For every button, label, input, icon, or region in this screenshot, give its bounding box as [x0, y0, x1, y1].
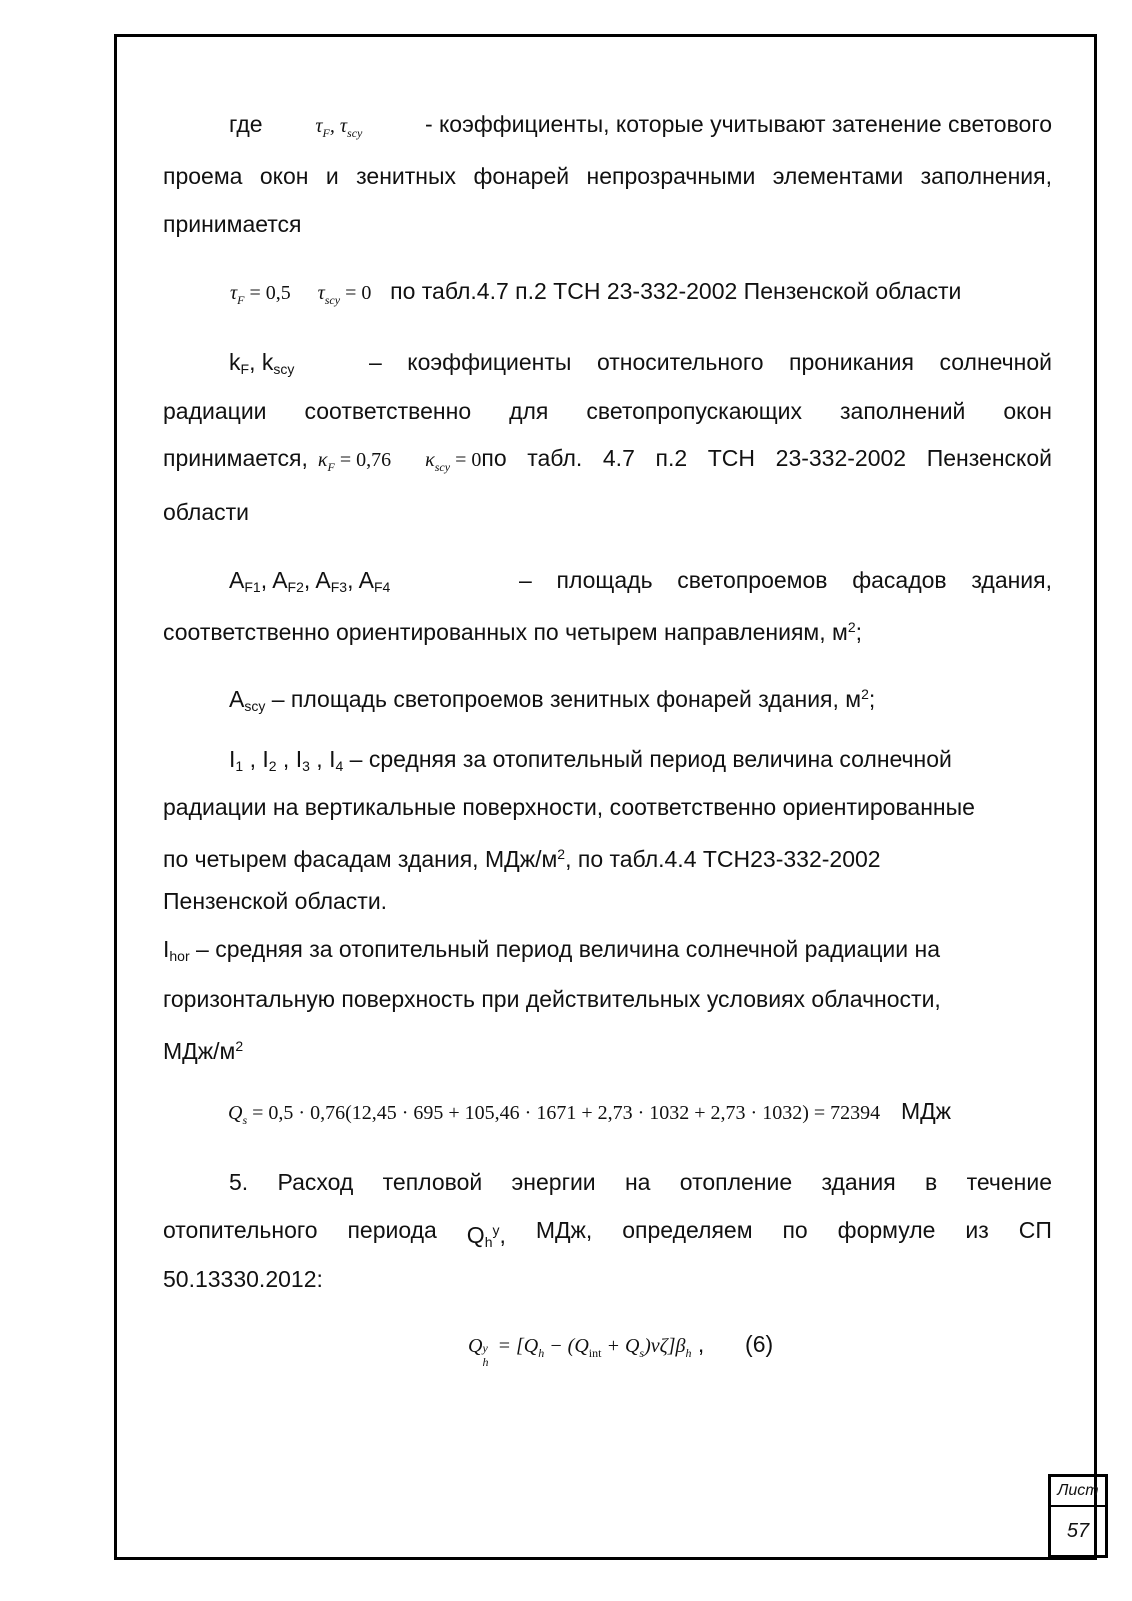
- a-f2-sub: F2: [287, 579, 304, 595]
- qhy-part-4: )νζ]β: [644, 1335, 686, 1357]
- text-line-21: [163, 1216, 1052, 1256]
- text-line-18: [163, 1032, 1052, 1065]
- line-11-end: ;: [868, 686, 876, 712]
- i2-symbol: , I: [243, 746, 269, 772]
- a-scy-symbol: A: [229, 686, 245, 712]
- qh-inline: [467, 1216, 506, 1256]
- tau-symbol: τ: [315, 115, 323, 137]
- text-line-1: [229, 110, 1052, 147]
- qhy-part-3-sub: s: [639, 1346, 645, 1360]
- text-line-10: [163, 613, 1052, 646]
- line-14-text: по четырем фасадам здания, МДж/м: [163, 846, 558, 872]
- tau-reference-text: по табл.4.7 п.2 ТСН 23-332-2002 Пензенской области: [390, 278, 962, 304]
- kappa-f-symbol: κ: [317, 449, 328, 471]
- qs-symbol: Q: [228, 1102, 243, 1124]
- a-f4-sub: F4: [373, 579, 391, 595]
- qh-sub: h: [484, 1234, 493, 1250]
- line-10-text: соответственно ориентированных по четырем направлениям, м: [163, 619, 848, 645]
- i-hor-symbol: I: [163, 936, 170, 962]
- text-line-22: 50.13330.2012:: [163, 1266, 323, 1292]
- word-iz: из: [965, 1217, 989, 1243]
- line-7-text: по табл. 4.7 п.2 ТСН 23-332-2002 Пензенской: [481, 445, 1052, 471]
- qh-symbol: Q: [466, 1222, 485, 1248]
- qhy-sub: h: [482, 1355, 489, 1369]
- i3-symbol: , I: [276, 746, 303, 772]
- sheet-label: Лист: [1051, 1477, 1105, 1507]
- kappa-f-value: = 0,76: [334, 449, 392, 471]
- tau-values-line: [230, 277, 1119, 314]
- word-po: по: [782, 1217, 808, 1243]
- qs-sub: s: [242, 1113, 248, 1127]
- qhy-part-2-sub: int: [588, 1346, 602, 1360]
- kappa-f-sub: F: [327, 460, 335, 474]
- qhy-formula: [468, 1330, 868, 1367]
- k-sub-scy: scy: [273, 361, 295, 377]
- line-10-end: ;: [855, 619, 862, 645]
- a-f1-symbol: A: [229, 567, 245, 593]
- i2-sub: 2: [268, 758, 277, 774]
- line-14-end: , по табл.4.4 ТСН23-332-2002: [565, 846, 881, 872]
- a-f3-symbol: , A: [303, 567, 331, 593]
- tau-scy-symbol: τ: [317, 282, 325, 304]
- word-formule: формуле: [837, 1217, 936, 1243]
- word-gde: где: [229, 111, 263, 137]
- text-line-7: [163, 444, 1052, 481]
- text-line-9: [229, 566, 1052, 601]
- line-1-text: - коэффициенты, которые учитывают затенение светового: [424, 111, 1052, 137]
- text-line-13: радиации на вертикальные поверхности, соответственно ориентированные: [163, 794, 975, 820]
- k-symbol: k: [229, 349, 241, 375]
- text-line-8: области: [163, 499, 250, 525]
- i4-sub: 4: [335, 758, 344, 774]
- i3-sub: 3: [302, 758, 310, 774]
- text-line-12: [229, 745, 1052, 780]
- tau-subscript-scy: scy: [347, 126, 363, 140]
- formula-number: (6): [745, 1331, 774, 1357]
- qhy-part-3: + Q: [601, 1335, 640, 1357]
- m2-sup-3: 2: [557, 846, 566, 862]
- text-line-6: радиации соответственно для светопропускающих заполнений окон: [163, 398, 1052, 424]
- qs-unit: МДж: [900, 1098, 952, 1124]
- kappa-scy-value: = 0: [450, 449, 482, 471]
- kappa-scy-symbol: κ: [425, 449, 435, 471]
- word-mdzh: МДж,: [535, 1217, 593, 1243]
- tau-scy-value: = 0: [340, 282, 372, 304]
- tau-f-symbol: τ: [230, 282, 238, 304]
- a-scy-sub: scy: [244, 698, 266, 714]
- qhy-sup: y: [482, 1341, 488, 1355]
- word-opredelyaem: определяем: [622, 1217, 753, 1243]
- word-prinimaetsya: принимается,: [163, 445, 308, 471]
- qhy-part-4-sub: h: [685, 1346, 692, 1360]
- qhy-comma: ,: [691, 1331, 705, 1357]
- a-f4-symbol: , A: [347, 567, 374, 593]
- text-line-5: [229, 348, 1052, 383]
- text-line-2: проема окон и зенитных фонарей непрозрачными элементами заполнения,: [163, 163, 1052, 189]
- line-11-text: – площадь светопроемов зенитных фонарей здания, м: [265, 686, 862, 712]
- qh-sup: y: [492, 1222, 500, 1238]
- i-hor-sub: hor: [169, 948, 190, 964]
- qhy-part-1: = [Q: [492, 1335, 539, 1357]
- text-line-3: принимается: [163, 211, 302, 237]
- a-f2-symbol: , A: [260, 567, 288, 593]
- tau-scy-sub: scy: [324, 293, 341, 307]
- line-16-text: – средняя за отопительный период величина солнечной радиации на: [189, 936, 941, 962]
- text-line-14: [163, 840, 1052, 873]
- line-12-text: – средняя за отопительный период величина солнечной: [349, 746, 952, 772]
- text-line-11: [229, 680, 1052, 720]
- qh-comma: ,: [499, 1222, 506, 1248]
- i1-sub: 1: [235, 758, 244, 774]
- sheet-stamp: [1048, 1474, 1108, 1558]
- i4-symbol: , I: [309, 746, 336, 772]
- tau-f-value: = 0,5: [244, 282, 291, 304]
- line-9-text: – площадь светопроемов фасадов здания,: [519, 567, 1052, 593]
- i1-symbol: I: [229, 746, 236, 772]
- qhy-part-1-sub: h: [538, 1346, 545, 1360]
- k-symbol-2: , k: [249, 349, 274, 375]
- m2-sup-2: 2: [861, 686, 869, 702]
- a-f3-sub: F3: [330, 579, 348, 595]
- qhy-symbol: Q: [468, 1335, 483, 1357]
- word-perioda: периода: [347, 1217, 437, 1243]
- sheet-number: 57: [1066, 1520, 1090, 1542]
- a-f1-sub: F1: [244, 579, 261, 595]
- line-18-text: МДж/м: [163, 1038, 236, 1064]
- text-line-17: горизонтальную поверхность при действительных условиях облачности,: [163, 986, 941, 1012]
- tau-symbol-2: , τ: [329, 115, 348, 137]
- qs-formula: [228, 1097, 1117, 1134]
- line-5-text: – коэффициенты относительного проникания солнечной: [369, 349, 1052, 375]
- tau-subscript-f: F: [322, 126, 330, 140]
- qs-expression: = 0,5 · 0,76(12,45 · 695 + 105,46 · 1671 + 2,73 · 1032 + 2,73 · 1032) = 72394: [247, 1102, 881, 1124]
- m2-sup-4: 2: [235, 1038, 244, 1054]
- qhy-part-2: − (Q: [544, 1335, 589, 1357]
- m2-sup: 2: [847, 619, 856, 635]
- k-sub-f: F: [240, 361, 250, 377]
- tau-f-sub: F: [237, 293, 245, 307]
- text-line-20: 5. Расход тепловой энергии на отопление здания в течение: [229, 1169, 1052, 1195]
- word-sp: СП: [1018, 1217, 1052, 1243]
- text-line-15: Пензенской области.: [163, 888, 388, 914]
- word-otopitelnogo: отопительного: [163, 1217, 318, 1243]
- text-line-16: [163, 935, 1052, 970]
- kappa-scy-sub: scy: [434, 460, 451, 474]
